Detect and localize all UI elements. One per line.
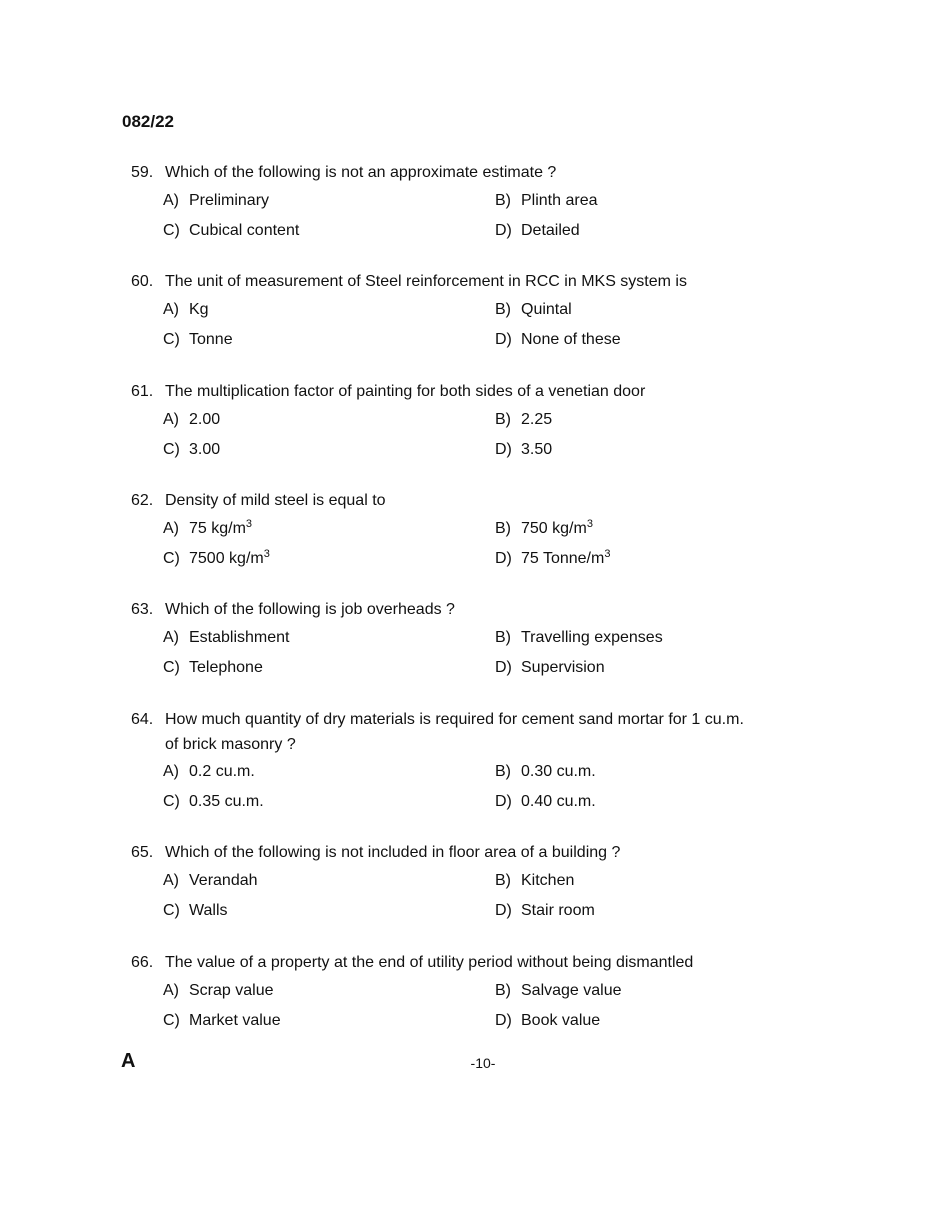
question-number: 63. bbox=[131, 601, 154, 618]
question-number: 66. bbox=[131, 954, 154, 971]
question-number: 59. bbox=[131, 164, 154, 181]
option-a: A) Scrap value bbox=[163, 982, 274, 999]
question-text: Which of the following is job overheads ? bbox=[165, 601, 455, 618]
question-text: The multiplication factor of painting for both sides of a venetian door bbox=[165, 383, 646, 400]
option-d: D) Detailed bbox=[495, 222, 580, 239]
option-b: B) Salvage value bbox=[495, 982, 622, 999]
option-c: C) Walls bbox=[163, 902, 228, 919]
option-c: C) 7500 $kg/m^3$ bbox=[163, 548, 270, 567]
question-text: The unit of measurement of Steel reinforcement in RCC in MKS system is bbox=[165, 273, 687, 290]
option-d: D) Book value bbox=[495, 1012, 601, 1029]
option-a: A) Establishment bbox=[163, 629, 290, 646]
option-c: C) Tonne bbox=[163, 331, 233, 348]
option-a: A) Verandah bbox=[163, 872, 258, 889]
question-59 bbox=[131, 160, 811, 246]
option-c: C) Cubical content bbox=[163, 222, 300, 239]
series-letter: A bbox=[121, 1050, 136, 1072]
option-d: D) None of these bbox=[495, 331, 621, 348]
question-62 bbox=[131, 488, 811, 574]
paper-code: 082/22 bbox=[122, 112, 174, 131]
option-d: D) 3.50 bbox=[495, 441, 553, 458]
question-text: Which of the following is not included in floor area of a building ? bbox=[165, 844, 621, 861]
option-a: A) 2.00 bbox=[163, 411, 221, 428]
question-text: Which of the following is not an approximate estimate ? bbox=[165, 164, 557, 181]
option-b: B) 750 $kg/m^3$ bbox=[495, 518, 593, 537]
option-b: B) Quintal bbox=[495, 301, 572, 318]
question-text: How much quantity of dry materials is required for cement sand mortar for 1 cu.m. bbox=[165, 711, 744, 728]
question-60 bbox=[131, 269, 811, 355]
option-b: B) Kitchen bbox=[495, 872, 575, 889]
question-61 bbox=[131, 379, 811, 465]
option-c: C) 3.00 bbox=[163, 441, 221, 458]
option-d: D) Stair room bbox=[495, 902, 595, 919]
option-b: B) Travelling expenses bbox=[495, 629, 663, 646]
option-d: D) 75 Tonne/$m^3$ bbox=[495, 548, 611, 567]
question-63 bbox=[131, 597, 811, 683]
option-b: B) 2.25 bbox=[495, 411, 553, 428]
option-a: A) 0.2 cu.m. bbox=[163, 763, 255, 780]
option-a: A) Kg bbox=[163, 301, 209, 318]
question-65 bbox=[131, 840, 811, 926]
option-d: D) Supervision bbox=[495, 659, 605, 676]
question-66 bbox=[131, 950, 811, 1036]
question-number: 61. bbox=[131, 383, 154, 400]
option-c: C) Market value bbox=[163, 1012, 281, 1029]
option-d: D) 0.40 cu.m. bbox=[495, 793, 596, 810]
option-c: C) Telephone bbox=[163, 659, 263, 676]
page-number: -10- bbox=[470, 1055, 496, 1071]
option-a: A) 75 $kg/m^3$ bbox=[163, 518, 253, 537]
option-b: B) Plinth area bbox=[495, 192, 598, 209]
option-a: A) Preliminary bbox=[163, 192, 270, 209]
question-number: 64. bbox=[131, 711, 154, 728]
question-text-continued: of brick masonry ? bbox=[165, 736, 296, 753]
option-b: B) 0.30 cu.m. bbox=[495, 763, 596, 780]
question-64 bbox=[131, 707, 811, 817]
question-number: 62. bbox=[131, 492, 154, 509]
question-number: 60. bbox=[131, 273, 154, 290]
question-number: 65. bbox=[131, 844, 154, 861]
option-c: C) 0.35 cu.m. bbox=[163, 793, 264, 810]
question-text: Density of mild steel is equal to bbox=[165, 492, 386, 509]
question-text: The value of a property at the end of utility period without being dismantled bbox=[165, 954, 694, 971]
